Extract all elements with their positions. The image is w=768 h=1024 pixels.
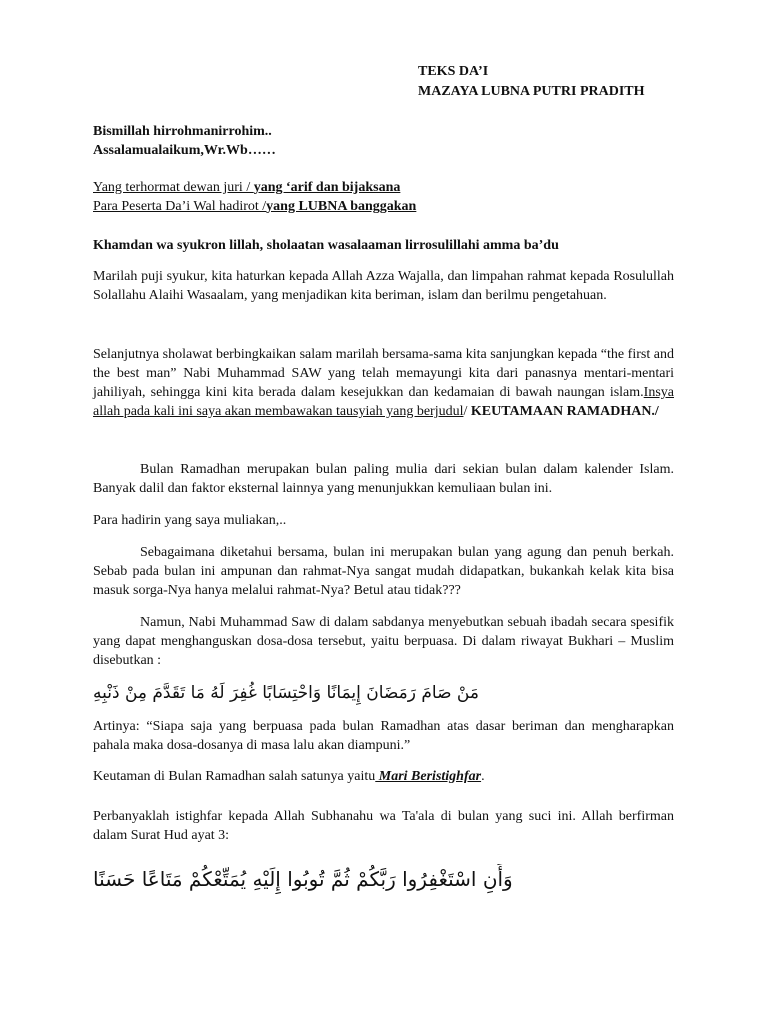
paragraph-sebagaimana: Sebagaimana diketahui bersama, bulan ini merupakan bulan yang agung dan penuh berkah. Sebab pada bulan ini ampunan dan rahmat-Nya sangat mudah didapatkan, bukankah kelak kita bisa masuk sorga-Nya hanya melalui rahmat-Nya? Betul atau tidak??? <box>93 545 674 598</box>
paragraph-sholawat <box>93 345 674 421</box>
sermon-title: KEUTAMAAN RAMADHAN./ <box>470 404 659 419</box>
greeting-participants-bold: yang LUBNA banggakan <box>266 199 417 214</box>
sholawat-slash: / <box>463 404 471 419</box>
greeting-judges-bold: yang ‘arif dan bijaksana <box>253 180 401 195</box>
greeting-participants-plain: Para Peserta Da’i Wal hadirot / <box>93 199 267 214</box>
hamdalah-line: Khamdan wa syukron lillah, sholaatan wasalaaman lirrosulillahi amma ba’du <box>93 238 559 253</box>
header-author: MAZAYA LUBNA PUTRI PRADITH <box>418 84 645 99</box>
hadith-arabic: مَنْ صَامَ رَمَضَانَ إِيمَانًا وَاحْتِسَابًا غُفِرَ لَهُ مَا تَقَدَّمَ مِنْ ذَنْبِهِ <box>93 683 479 703</box>
header-title: TEKS DA’I <box>418 64 489 79</box>
sholawat-underlined: Insya allah pada kali ini saya akan membawakan tausyiah yang berjudul <box>93 385 674 419</box>
keutaman-emphasis: Mari Beristighfar <box>375 769 482 784</box>
greetings <box>93 178 674 216</box>
basmalah-line: Bismillah hirrohmanirrohim.. <box>93 124 272 139</box>
opening-salutation <box>93 122 674 160</box>
paragraph-syukur: Marilah puji syukur, kita haturkan kepada Allah Azza Wajalla, dan limpahan rahmat kepada Rosulullah Solallahu Alaihi Wasaalam, yang menjadikan kita beriman, islam dan berilmu pengetahuan. <box>93 269 674 303</box>
paragraph-bulan: Bulan Ramadhan merupakan bulan paling mulia dari sekian bulan dalam kalender Islam. Banyak dalil dan faktor eksternal lainnya yang menunjukkan kemuliaan bulan ini. <box>93 462 674 496</box>
keutaman-end: . <box>481 769 485 784</box>
keutaman-text: Keutaman di Bulan Ramadhan salah satunya yaitu <box>93 769 376 784</box>
paragraph-keutaman <box>93 767 674 786</box>
greeting-participants <box>93 197 674 216</box>
greeting-judges-plain: Yang terhormat dewan juri / <box>93 180 254 195</box>
paragraph-artinya: Artinya: “Siapa saja yang berpuasa pada bulan Ramadhan atas dasar beriman dan mengharapkan pahala maka dosa-dosanya di masa lalu akan diampuni.” <box>93 719 674 753</box>
document-header <box>418 62 645 102</box>
salam-line: Assalamualaikum,Wr.Wb…… <box>93 143 276 158</box>
greeting-judges <box>93 178 674 197</box>
paragraph-hadirin: Para hadirin yang saya muliakan,.. <box>93 513 287 528</box>
sholawat-text: Selanjutnya sholawat berbingkaikan salam marilah bersama-sama kita sanjungkan kepada “the first and the best man” Nabi Muhammad SAW yang telah memayungi kita dari panasnya mentari-mentari jahiliyah, sehingga kini kita berada dalam kesejukkan dan kedamaian di bawah naungan islam. <box>93 347 674 400</box>
paragraph-perbanyak: Perbanyaklah istighfar kepada Allah Subhanahu wa Ta'ala di bulan yang suci ini. Allah berfirman dalam Surat Hud ayat 3: <box>93 809 674 843</box>
ayat-arabic: وَأَنِ اسْتَغْفِرُوا رَبَّكُمْ ثُمَّ تُوبُوا إِلَيْهِ يُمَتِّعْكُمْ مَتَاعًا حَسَنًا <box>93 867 513 891</box>
paragraph-namun: Namun, Nabi Muhammad Saw di dalam sabdanya menyebutkan sebuah ibadah secara spesifik yang dapat menghanguskan dosa-dosa tersebut, yaitu berpuasa. Di dalam riwayat Bukhari – Muslim disebutkan : <box>93 615 674 668</box>
